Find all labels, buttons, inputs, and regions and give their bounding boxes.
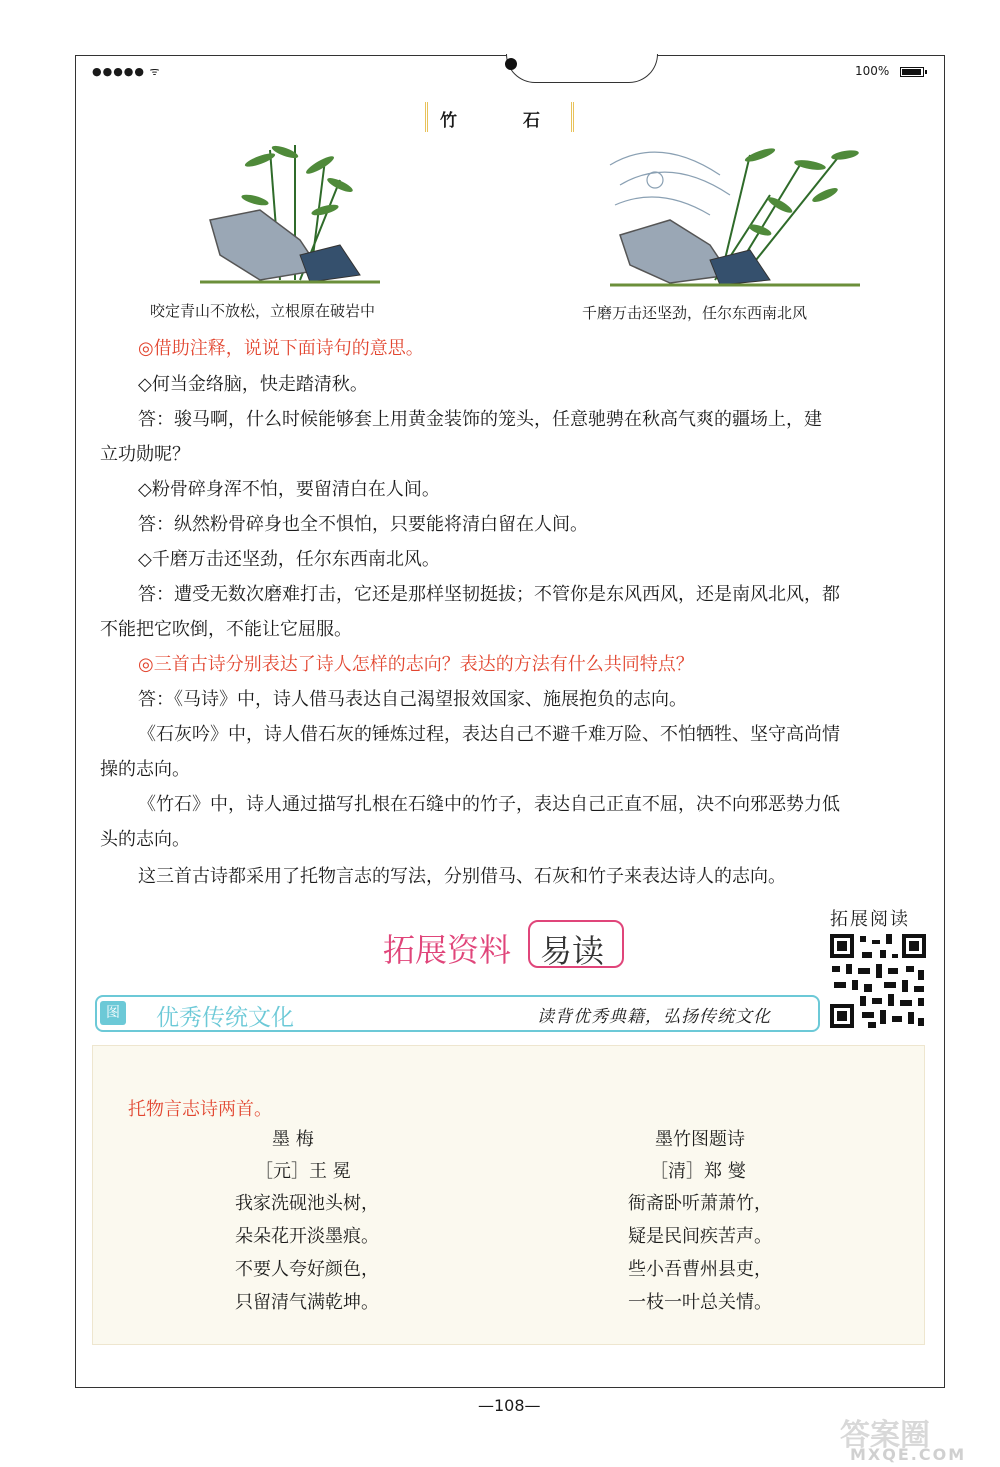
poem-1-line: 朵朵花开淡墨痕。 [235,1226,379,1247]
poem-title [425,100,585,136]
question-1: ◇何当金络脑，快走踏清秋。 [138,374,368,395]
prompt-explain-lines: ◎借助注释，说说下面诗句的意思。 [138,338,424,359]
answer-b3-line-2: 头的志向。 [100,829,190,850]
caption-left: 咬定青山不放松，立根原在破岩中 [150,302,376,320]
poem-1-line: 只留清气满乾坤。 [235,1292,379,1313]
poem-1-author: ［元］王 冕 [255,1161,351,1182]
watermark-logo: 答案圈 [840,1418,930,1453]
bamboo-rock-illustration-left [200,140,380,290]
poem-1-line: 不要人夸好颜色， [235,1259,379,1280]
poem-title-text: 竹 石 [440,111,570,131]
answer-b4: 这三首古诗都采用了托物言志的写法，分别借马、石灰和竹子来表达诗人的志向。 [138,866,786,887]
qr-label: 拓展阅读 [830,909,910,930]
signal-wifi-icon: ●●●●● ᯤ [92,65,161,78]
poem-2-author: ［清］郑 燮 [650,1161,746,1182]
camera-dot [505,58,517,70]
poem-1-title: 墨 梅 [272,1129,314,1150]
answer-b2-line-2: 操的志向。 [100,759,190,780]
answer-1-line-1: 答：骏马啊，什么时候能够套上用黄金装饰的笼头，任意驰骋在秋高气爽的疆场上，建 [138,409,822,430]
battery-percent: 100% [855,64,890,78]
answer-2: 答：纵然粉骨碎身也全不惧怕，只要能将清白留在人间。 [138,514,588,535]
battery-icon [900,67,924,77]
easy-read-badge: 易读 [528,920,624,968]
page-number: —108— [478,1396,541,1415]
section-note: 读背优秀典籍，弘扬传统文化 [537,1007,771,1027]
qr-code-icon[interactable] [828,932,928,1030]
poem-2-line: 衙斋卧听萧萧竹， [628,1193,772,1214]
device-notch [506,54,658,83]
answer-b2-line-1: 《石灰吟》中，诗人借石灰的锤炼过程，表达自己不避千难万险、不怕牺牲、坚守高尚情 [138,724,840,745]
poems-intro: 托物言志诗两首。 [128,1099,272,1120]
poem-2-title: 墨竹图题诗 [655,1129,745,1150]
answer-3-line-2: 不能把它吹倒，不能让它屈服。 [100,619,352,640]
bamboo-wind-illustration-right [600,135,870,290]
poem-2-line: 一枝一叶总关情。 [628,1292,772,1313]
poem-2-line: 疑是民间疾苦声。 [628,1226,772,1247]
poem-2-line: 些小吾曹州县吏， [628,1259,772,1280]
answer-1-line-2: 立功勋呢？ [100,444,190,465]
answer-b3-line-1: 《竹石》中，诗人通过描写扎根在石缝中的竹子，表达自己正直不屈，决不向邪恶势力低 [138,794,840,815]
poem-1-line: 我家洗砚池头树， [235,1193,379,1214]
image-icon: 图 [100,1001,126,1025]
question-2: ◇粉骨碎身浑不怕，要留清白在人间。 [138,479,440,500]
caption-right: 千磨万击还坚劲，任尔东西南北风 [582,304,808,322]
question-3: ◇千磨万击还坚劲，任尔东西南北风。 [138,549,440,570]
answer-b1: 答：《马诗》中，诗人借马表达自己渴望报效国家、施展抱负的志向。 [138,689,687,710]
extended-materials-title: 拓展资料 [383,931,512,969]
watermark-url: MXQE.COM [850,1445,967,1464]
section-title: 优秀传统文化 [156,1005,294,1031]
poem-panel [92,1045,925,1345]
prompt-aspirations: ◎三首古诗分别表达了诗人怎样的志向？表达的方法有什么共同特点？ [138,654,694,675]
answer-3-line-1: 答：遭受无数次磨难打击，它还是那样坚韧挺拔；不管你是东风西风，还是南风北风，都 [138,584,840,605]
